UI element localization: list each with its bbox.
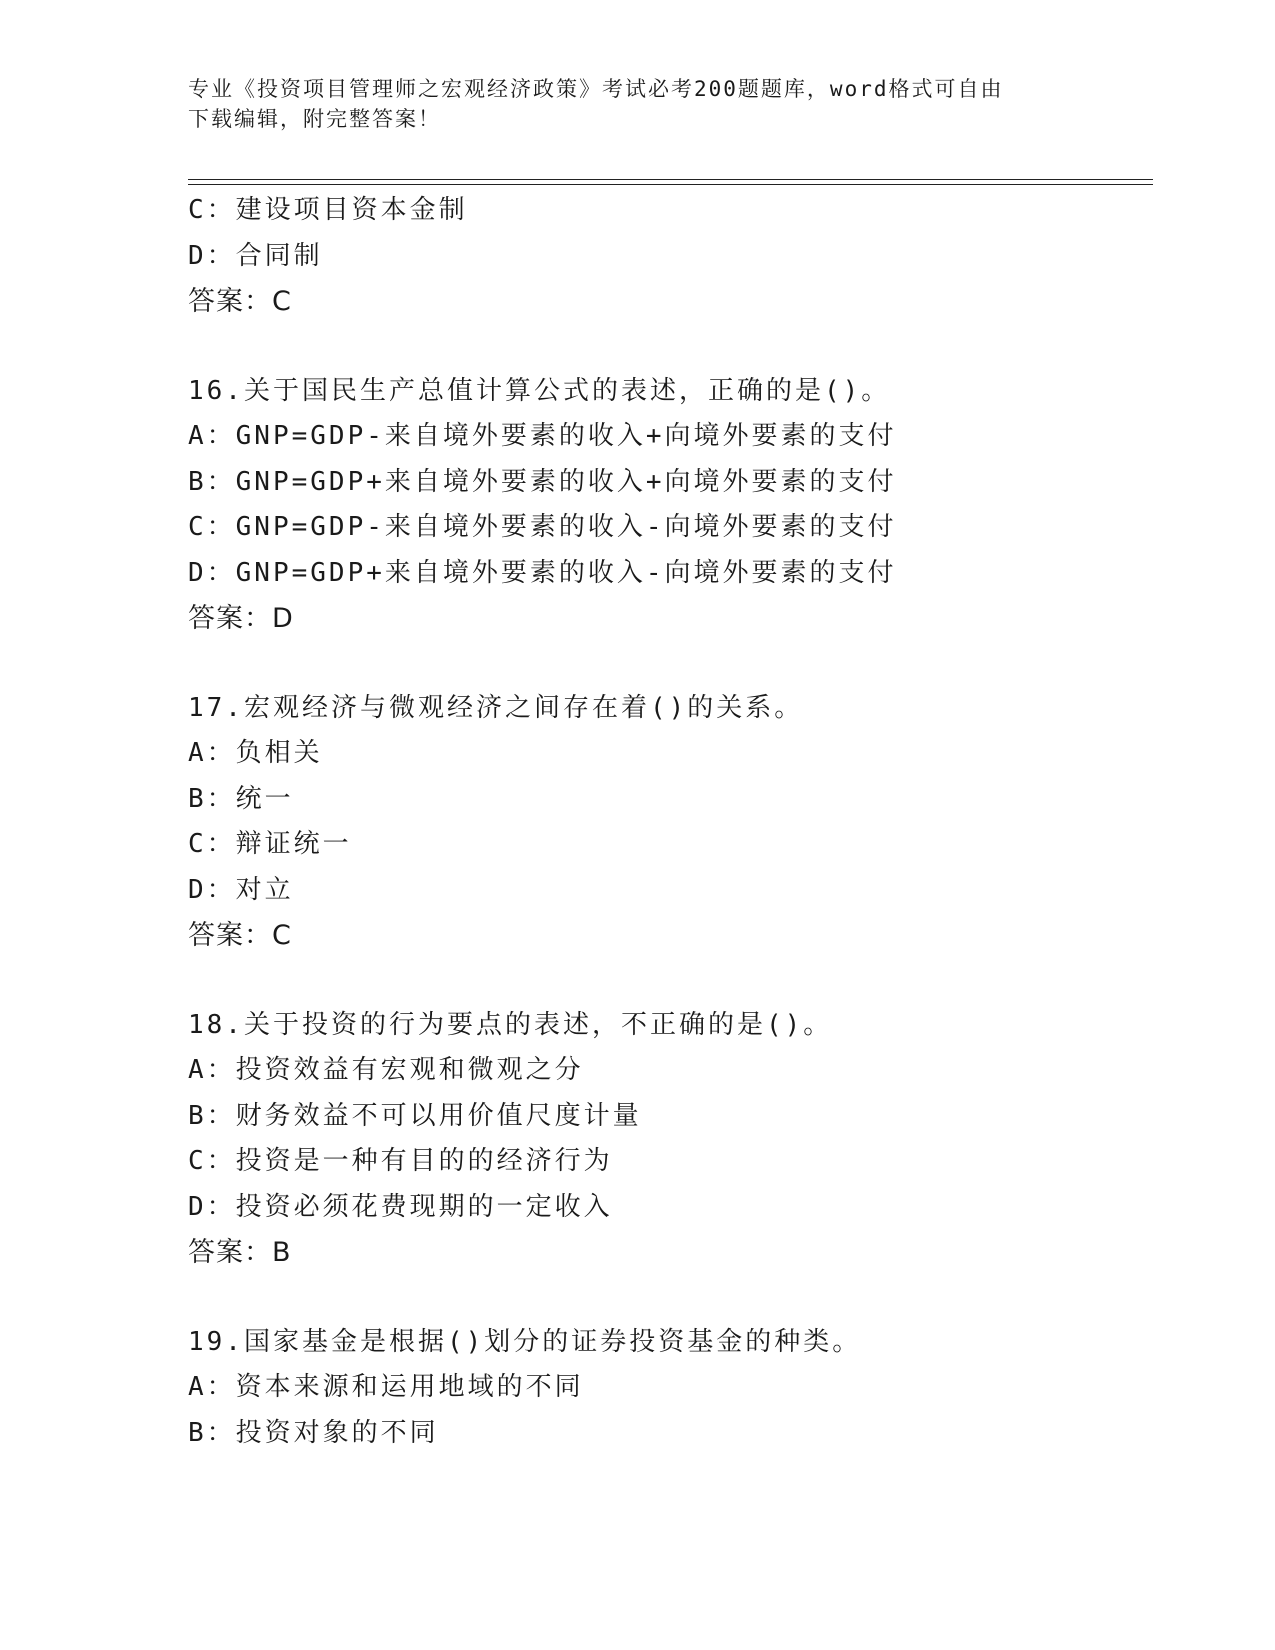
question-stem: 16.关于国民生产总值计算公式的表述，正确的是()。 [188,375,891,406]
header-line-2: 下载编辑，附完整答案！ [188,107,441,131]
option-d: D：对立 [188,874,294,905]
question-stem: 18.关于投资的行为要点的表述，不正确的是()。 [188,1009,833,1040]
answer-line: 答案：C [188,920,292,951]
header-divider-top [188,179,1153,180]
option-c: C：GNP=GDP-来自境外要素的收入-向境外要素的支付 [188,512,897,542]
option-b: B：GNP=GDP+来自境外要素的收入+向境外要素的支付 [188,466,897,497]
option-b: B：财务效益不可以用价值尺度计量 [188,1100,642,1131]
question-list [188,188,1148,1456]
option-c: C：辩证统一 [188,829,352,859]
option-a: A：投资效益有宏观和微观之分 [188,1055,584,1085]
question-15-tail [188,188,1148,325]
header-line-1: 专业《投资项目管理师之宏观经济政策》考试必考200题题库，word格式可自由 [188,77,1004,101]
question-16 [188,369,1148,642]
option-a: A：资本来源和运用地域的不同 [188,1372,584,1402]
option-c: C：投资是一种有目的的经济行为 [188,1146,613,1176]
option-d: D：GNP=GDP+来自境外要素的收入-向境外要素的支付 [188,557,897,588]
question-stem: 17.宏观经济与微观经济之间存在着()的关系。 [188,692,804,723]
option-d: D：投资必须花费现期的一定收入 [188,1191,613,1222]
question-stem: 19.国家基金是根据()划分的证券投资基金的种类。 [188,1326,862,1357]
answer-line: 答案：C [188,286,292,317]
option-a: A：GNP=GDP-来自境外要素的收入+向境外要素的支付 [188,421,897,451]
header-divider-bottom [188,184,1153,185]
option-c: C：建设项目资本金制 [188,195,468,225]
option-a: A：负相关 [188,738,323,768]
option-b: B：投资对象的不同 [188,1417,439,1448]
question-17 [188,686,1148,959]
answer-line: 答案：D [188,603,294,634]
document-header [188,74,1088,134]
question-18 [188,1003,1148,1276]
option-b: B：统一 [188,783,294,814]
option-d: D：合同制 [188,240,323,271]
question-19 [188,1320,1148,1457]
answer-line: 答案：B [188,1237,292,1268]
